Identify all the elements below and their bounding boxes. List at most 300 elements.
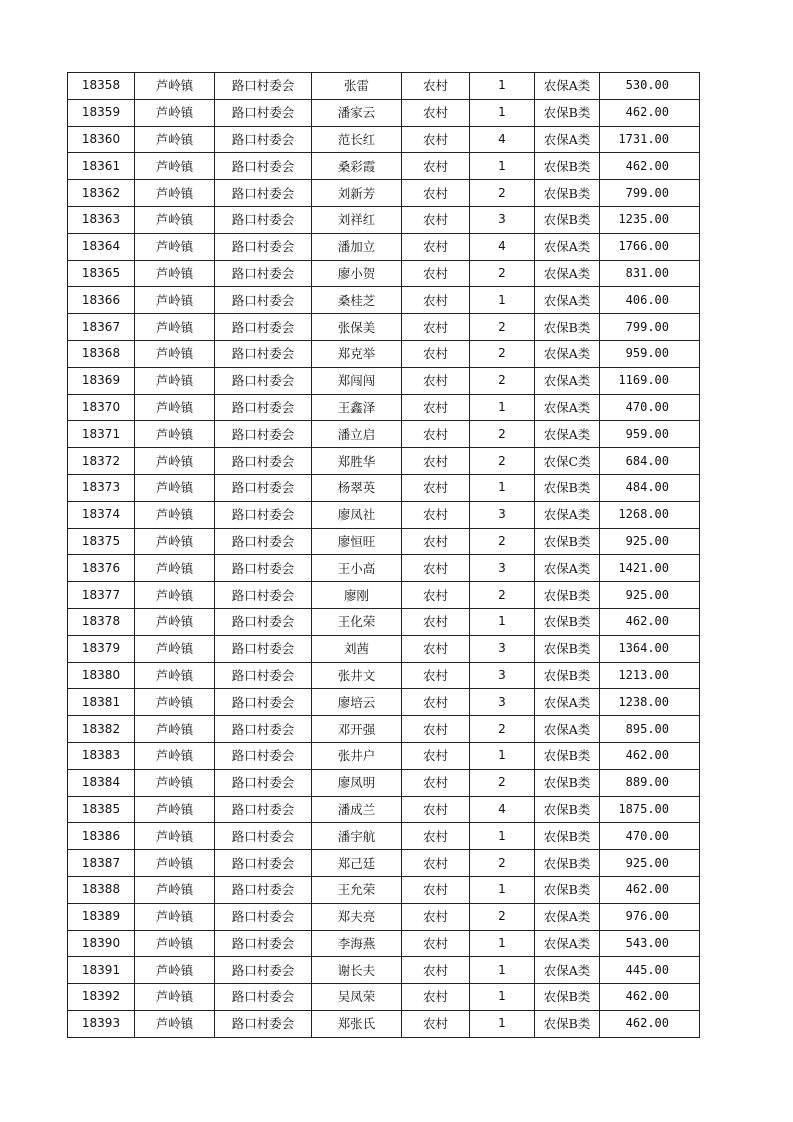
table-row [68, 635, 700, 662]
table-row [68, 474, 700, 501]
town-cell: 芦岭镇 [135, 796, 215, 823]
person-name-cell: 刘茜 [312, 635, 402, 662]
village-committee-cell: 路口村委会 [215, 796, 312, 823]
table-row [68, 662, 700, 689]
person-name-cell: 廖小贺 [312, 260, 402, 287]
family-size-cell: 3 [470, 662, 535, 689]
amount-cell: 1364.00 [600, 635, 700, 662]
record-id-cell: 18387 [68, 850, 135, 877]
family-size-cell: 1 [470, 984, 535, 1011]
village-committee-cell: 路口村委会 [215, 823, 312, 850]
household-type-cell: 农村 [402, 555, 470, 582]
person-name-cell: 潘加立 [312, 233, 402, 260]
village-committee-cell: 路口村委会 [215, 742, 312, 769]
village-committee-cell: 路口村委会 [215, 876, 312, 903]
household-type-cell: 农村 [402, 287, 470, 314]
household-type-cell: 农村 [402, 126, 470, 153]
amount-cell: 684.00 [600, 448, 700, 475]
amount-cell: 462.00 [600, 876, 700, 903]
insurance-class-cell: 农保A类 [535, 73, 600, 100]
table-row [68, 742, 700, 769]
town-cell: 芦岭镇 [135, 984, 215, 1011]
family-size-cell: 2 [470, 421, 535, 448]
table-row [68, 984, 700, 1011]
family-size-cell: 2 [470, 367, 535, 394]
amount-cell: 470.00 [600, 394, 700, 421]
town-cell: 芦岭镇 [135, 287, 215, 314]
household-type-cell: 农村 [402, 742, 470, 769]
insurance-class-cell: 农保A类 [535, 233, 600, 260]
person-name-cell: 廖凤明 [312, 769, 402, 796]
family-size-cell: 1 [470, 742, 535, 769]
table-row [68, 448, 700, 475]
table-row [68, 394, 700, 421]
household-type-cell: 农村 [402, 260, 470, 287]
household-type-cell: 农村 [402, 474, 470, 501]
town-cell: 芦岭镇 [135, 930, 215, 957]
family-size-cell: 1 [470, 876, 535, 903]
record-id-cell: 18388 [68, 876, 135, 903]
person-name-cell: 郑胜华 [312, 448, 402, 475]
household-type-cell: 农村 [402, 367, 470, 394]
assistance-table [67, 72, 700, 1038]
amount-cell: 925.00 [600, 582, 700, 609]
household-type-cell: 农村 [402, 930, 470, 957]
record-id-cell: 18389 [68, 903, 135, 930]
village-committee-cell: 路口村委会 [215, 126, 312, 153]
table-row [68, 340, 700, 367]
village-committee-cell: 路口村委会 [215, 501, 312, 528]
person-name-cell: 张井户 [312, 742, 402, 769]
household-type-cell: 农村 [402, 823, 470, 850]
family-size-cell: 1 [470, 287, 535, 314]
person-name-cell: 刘祥红 [312, 206, 402, 233]
household-type-cell: 农村 [402, 1010, 470, 1037]
record-id-cell: 18372 [68, 448, 135, 475]
table-row [68, 608, 700, 635]
person-name-cell: 邓开强 [312, 716, 402, 743]
insurance-class-cell: 农保C类 [535, 448, 600, 475]
family-size-cell: 2 [470, 314, 535, 341]
amount-cell: 976.00 [600, 903, 700, 930]
record-id-cell: 18392 [68, 984, 135, 1011]
town-cell: 芦岭镇 [135, 367, 215, 394]
amount-cell: 799.00 [600, 180, 700, 207]
town-cell: 芦岭镇 [135, 555, 215, 582]
person-name-cell: 廖培云 [312, 689, 402, 716]
town-cell: 芦岭镇 [135, 126, 215, 153]
family-size-cell: 3 [470, 206, 535, 233]
family-size-cell: 4 [470, 233, 535, 260]
record-id-cell: 18366 [68, 287, 135, 314]
amount-cell: 462.00 [600, 99, 700, 126]
amount-cell: 1238.00 [600, 689, 700, 716]
amount-cell: 445.00 [600, 957, 700, 984]
table-row [68, 555, 700, 582]
person-name-cell: 张保美 [312, 314, 402, 341]
village-committee-cell: 路口村委会 [215, 1010, 312, 1037]
person-name-cell: 杨翠英 [312, 474, 402, 501]
village-committee-cell: 路口村委会 [215, 206, 312, 233]
amount-cell: 959.00 [600, 421, 700, 448]
village-committee-cell: 路口村委会 [215, 340, 312, 367]
record-id-cell: 18370 [68, 394, 135, 421]
town-cell: 芦岭镇 [135, 260, 215, 287]
insurance-class-cell: 农保A类 [535, 260, 600, 287]
record-id-cell: 18373 [68, 474, 135, 501]
insurance-class-cell: 农保B类 [535, 314, 600, 341]
person-name-cell: 王鑫泽 [312, 394, 402, 421]
person-name-cell: 桑桂芝 [312, 287, 402, 314]
household-type-cell: 农村 [402, 903, 470, 930]
table-row [68, 367, 700, 394]
town-cell: 芦岭镇 [135, 1010, 215, 1037]
household-type-cell: 农村 [402, 635, 470, 662]
village-committee-cell: 路口村委会 [215, 99, 312, 126]
table-row [68, 823, 700, 850]
insurance-class-cell: 农保B类 [535, 662, 600, 689]
household-type-cell: 农村 [402, 984, 470, 1011]
record-id-cell: 18383 [68, 742, 135, 769]
record-id-cell: 18390 [68, 930, 135, 957]
record-id-cell: 18358 [68, 73, 135, 100]
town-cell: 芦岭镇 [135, 340, 215, 367]
table-row [68, 153, 700, 180]
town-cell: 芦岭镇 [135, 394, 215, 421]
insurance-class-cell: 农保B类 [535, 99, 600, 126]
family-size-cell: 2 [470, 716, 535, 743]
record-id-cell: 18363 [68, 206, 135, 233]
town-cell: 芦岭镇 [135, 716, 215, 743]
household-type-cell: 农村 [402, 233, 470, 260]
insurance-class-cell: 农保A类 [535, 957, 600, 984]
record-id-cell: 18391 [68, 957, 135, 984]
family-size-cell: 3 [470, 555, 535, 582]
amount-cell: 484.00 [600, 474, 700, 501]
table-row [68, 233, 700, 260]
family-size-cell: 3 [470, 689, 535, 716]
town-cell: 芦岭镇 [135, 742, 215, 769]
town-cell: 芦岭镇 [135, 903, 215, 930]
family-size-cell: 3 [470, 635, 535, 662]
town-cell: 芦岭镇 [135, 662, 215, 689]
household-type-cell: 农村 [402, 394, 470, 421]
person-name-cell: 潘立启 [312, 421, 402, 448]
town-cell: 芦岭镇 [135, 635, 215, 662]
insurance-class-cell: 农保B类 [535, 876, 600, 903]
family-size-cell: 2 [470, 903, 535, 930]
family-size-cell: 4 [470, 126, 535, 153]
household-type-cell: 农村 [402, 501, 470, 528]
amount-cell: 1766.00 [600, 233, 700, 260]
record-id-cell: 18378 [68, 608, 135, 635]
family-size-cell: 1 [470, 930, 535, 957]
village-committee-cell: 路口村委会 [215, 314, 312, 341]
insurance-class-cell: 农保A类 [535, 394, 600, 421]
village-committee-cell: 路口村委会 [215, 528, 312, 555]
village-committee-cell: 路口村委会 [215, 903, 312, 930]
amount-cell: 889.00 [600, 769, 700, 796]
village-committee-cell: 路口村委会 [215, 555, 312, 582]
household-type-cell: 农村 [402, 608, 470, 635]
person-name-cell: 张井文 [312, 662, 402, 689]
village-committee-cell: 路口村委会 [215, 153, 312, 180]
record-id-cell: 18377 [68, 582, 135, 609]
insurance-class-cell: 农保B类 [535, 769, 600, 796]
household-type-cell: 农村 [402, 957, 470, 984]
insurance-class-cell: 农保B类 [535, 528, 600, 555]
family-size-cell: 1 [470, 474, 535, 501]
household-type-cell: 农村 [402, 153, 470, 180]
household-type-cell: 农村 [402, 796, 470, 823]
person-name-cell: 李海燕 [312, 930, 402, 957]
village-committee-cell: 路口村委会 [215, 608, 312, 635]
table-row [68, 501, 700, 528]
family-size-cell: 1 [470, 394, 535, 421]
town-cell: 芦岭镇 [135, 689, 215, 716]
table-row [68, 99, 700, 126]
household-type-cell: 农村 [402, 716, 470, 743]
amount-cell: 1875.00 [600, 796, 700, 823]
household-type-cell: 农村 [402, 448, 470, 475]
family-size-cell: 2 [470, 260, 535, 287]
town-cell: 芦岭镇 [135, 153, 215, 180]
village-committee-cell: 路口村委会 [215, 930, 312, 957]
insurance-class-cell: 农保A类 [535, 126, 600, 153]
table-row [68, 582, 700, 609]
insurance-class-cell: 农保B类 [535, 608, 600, 635]
amount-cell: 470.00 [600, 823, 700, 850]
insurance-class-cell: 农保B类 [535, 153, 600, 180]
table-row [68, 126, 700, 153]
town-cell: 芦岭镇 [135, 876, 215, 903]
record-id-cell: 18359 [68, 99, 135, 126]
town-cell: 芦岭镇 [135, 769, 215, 796]
table-row [68, 260, 700, 287]
household-type-cell: 农村 [402, 99, 470, 126]
record-id-cell: 18374 [68, 501, 135, 528]
family-size-cell: 1 [470, 99, 535, 126]
person-name-cell: 郑张氏 [312, 1010, 402, 1037]
table-row [68, 206, 700, 233]
amount-cell: 406.00 [600, 287, 700, 314]
record-id-cell: 18384 [68, 769, 135, 796]
village-committee-cell: 路口村委会 [215, 957, 312, 984]
village-committee-cell: 路口村委会 [215, 260, 312, 287]
household-type-cell: 农村 [402, 206, 470, 233]
record-id-cell: 18382 [68, 716, 135, 743]
family-size-cell: 1 [470, 957, 535, 984]
person-name-cell: 潘宇航 [312, 823, 402, 850]
insurance-class-cell: 农保A类 [535, 555, 600, 582]
table-body [68, 73, 700, 1038]
town-cell: 芦岭镇 [135, 180, 215, 207]
table-row [68, 903, 700, 930]
insurance-class-cell: 农保A类 [535, 421, 600, 448]
person-name-cell: 刘新芳 [312, 180, 402, 207]
family-size-cell: 2 [470, 528, 535, 555]
table-row [68, 957, 700, 984]
record-id-cell: 18365 [68, 260, 135, 287]
village-committee-cell: 路口村委会 [215, 287, 312, 314]
town-cell: 芦岭镇 [135, 957, 215, 984]
amount-cell: 1421.00 [600, 555, 700, 582]
village-committee-cell: 路口村委会 [215, 635, 312, 662]
insurance-class-cell: 农保A类 [535, 367, 600, 394]
person-name-cell: 王小高 [312, 555, 402, 582]
town-cell: 芦岭镇 [135, 421, 215, 448]
amount-cell: 462.00 [600, 742, 700, 769]
record-id-cell: 18381 [68, 689, 135, 716]
insurance-class-cell: 农保B类 [535, 180, 600, 207]
person-name-cell: 吴凤荣 [312, 984, 402, 1011]
table-row [68, 689, 700, 716]
town-cell: 芦岭镇 [135, 73, 215, 100]
village-committee-cell: 路口村委会 [215, 716, 312, 743]
household-type-cell: 农村 [402, 421, 470, 448]
amount-cell: 1169.00 [600, 367, 700, 394]
town-cell: 芦岭镇 [135, 501, 215, 528]
household-type-cell: 农村 [402, 689, 470, 716]
record-id-cell: 18360 [68, 126, 135, 153]
person-name-cell: 王化荣 [312, 608, 402, 635]
record-id-cell: 18386 [68, 823, 135, 850]
family-size-cell: 2 [470, 769, 535, 796]
insurance-class-cell: 农保A类 [535, 716, 600, 743]
table-row [68, 930, 700, 957]
table-row [68, 180, 700, 207]
record-id-cell: 18364 [68, 233, 135, 260]
table-row [68, 850, 700, 877]
table-row [68, 769, 700, 796]
village-committee-cell: 路口村委会 [215, 73, 312, 100]
record-id-cell: 18385 [68, 796, 135, 823]
person-name-cell: 郑夫亮 [312, 903, 402, 930]
household-type-cell: 农村 [402, 850, 470, 877]
household-type-cell: 农村 [402, 662, 470, 689]
village-committee-cell: 路口村委会 [215, 367, 312, 394]
town-cell: 芦岭镇 [135, 528, 215, 555]
insurance-class-cell: 农保B类 [535, 742, 600, 769]
table-row [68, 716, 700, 743]
record-id-cell: 18369 [68, 367, 135, 394]
record-id-cell: 18393 [68, 1010, 135, 1037]
town-cell: 芦岭镇 [135, 206, 215, 233]
family-size-cell: 3 [470, 501, 535, 528]
person-name-cell: 郑闯闯 [312, 367, 402, 394]
insurance-class-cell: 农保A类 [535, 287, 600, 314]
person-name-cell: 范长红 [312, 126, 402, 153]
town-cell: 芦岭镇 [135, 99, 215, 126]
person-name-cell: 郑克举 [312, 340, 402, 367]
village-committee-cell: 路口村委会 [215, 582, 312, 609]
village-committee-cell: 路口村委会 [215, 448, 312, 475]
household-type-cell: 农村 [402, 876, 470, 903]
amount-cell: 831.00 [600, 260, 700, 287]
insurance-class-cell: 农保A类 [535, 903, 600, 930]
record-id-cell: 18362 [68, 180, 135, 207]
table-row [68, 287, 700, 314]
record-id-cell: 18361 [68, 153, 135, 180]
table-row [68, 73, 700, 100]
amount-cell: 530.00 [600, 73, 700, 100]
record-id-cell: 18375 [68, 528, 135, 555]
amount-cell: 895.00 [600, 716, 700, 743]
insurance-class-cell: 农保B类 [535, 1010, 600, 1037]
family-size-cell: 2 [470, 850, 535, 877]
insurance-class-cell: 农保A类 [535, 689, 600, 716]
family-size-cell: 1 [470, 153, 535, 180]
town-cell: 芦岭镇 [135, 474, 215, 501]
village-committee-cell: 路口村委会 [215, 769, 312, 796]
village-committee-cell: 路口村委会 [215, 689, 312, 716]
household-type-cell: 农村 [402, 314, 470, 341]
amount-cell: 543.00 [600, 930, 700, 957]
amount-cell: 1213.00 [600, 662, 700, 689]
village-committee-cell: 路口村委会 [215, 180, 312, 207]
town-cell: 芦岭镇 [135, 850, 215, 877]
table-row [68, 876, 700, 903]
household-type-cell: 农村 [402, 180, 470, 207]
person-name-cell: 谢长夫 [312, 957, 402, 984]
amount-cell: 1268.00 [600, 501, 700, 528]
record-id-cell: 18379 [68, 635, 135, 662]
family-size-cell: 1 [470, 73, 535, 100]
amount-cell: 1235.00 [600, 206, 700, 233]
amount-cell: 1731.00 [600, 126, 700, 153]
town-cell: 芦岭镇 [135, 608, 215, 635]
village-committee-cell: 路口村委会 [215, 421, 312, 448]
person-name-cell: 廖凤社 [312, 501, 402, 528]
person-name-cell: 潘家云 [312, 99, 402, 126]
village-committee-cell: 路口村委会 [215, 662, 312, 689]
person-name-cell: 桑彩霞 [312, 153, 402, 180]
town-cell: 芦岭镇 [135, 314, 215, 341]
family-size-cell: 2 [470, 180, 535, 207]
family-size-cell: 1 [470, 1010, 535, 1037]
family-size-cell: 4 [470, 796, 535, 823]
table-row [68, 1010, 700, 1037]
family-size-cell: 2 [470, 448, 535, 475]
record-id-cell: 18367 [68, 314, 135, 341]
village-committee-cell: 路口村委会 [215, 850, 312, 877]
amount-cell: 925.00 [600, 528, 700, 555]
family-size-cell: 1 [470, 608, 535, 635]
table-row [68, 421, 700, 448]
family-size-cell: 2 [470, 582, 535, 609]
town-cell: 芦岭镇 [135, 448, 215, 475]
insurance-class-cell: 农保A类 [535, 340, 600, 367]
person-name-cell: 郑己廷 [312, 850, 402, 877]
household-type-cell: 农村 [402, 340, 470, 367]
insurance-class-cell: 农保B类 [535, 206, 600, 233]
insurance-class-cell: 农保B类 [535, 823, 600, 850]
amount-cell: 462.00 [600, 984, 700, 1011]
person-name-cell: 王允荣 [312, 876, 402, 903]
household-type-cell: 农村 [402, 582, 470, 609]
table-row [68, 314, 700, 341]
village-committee-cell: 路口村委会 [215, 233, 312, 260]
amount-cell: 799.00 [600, 314, 700, 341]
insurance-class-cell: 农保B类 [535, 635, 600, 662]
record-id-cell: 18368 [68, 340, 135, 367]
town-cell: 芦岭镇 [135, 582, 215, 609]
village-committee-cell: 路口村委会 [215, 394, 312, 421]
household-type-cell: 农村 [402, 769, 470, 796]
household-type-cell: 农村 [402, 73, 470, 100]
insurance-class-cell: 农保B类 [535, 850, 600, 877]
insurance-class-cell: 农保B类 [535, 582, 600, 609]
